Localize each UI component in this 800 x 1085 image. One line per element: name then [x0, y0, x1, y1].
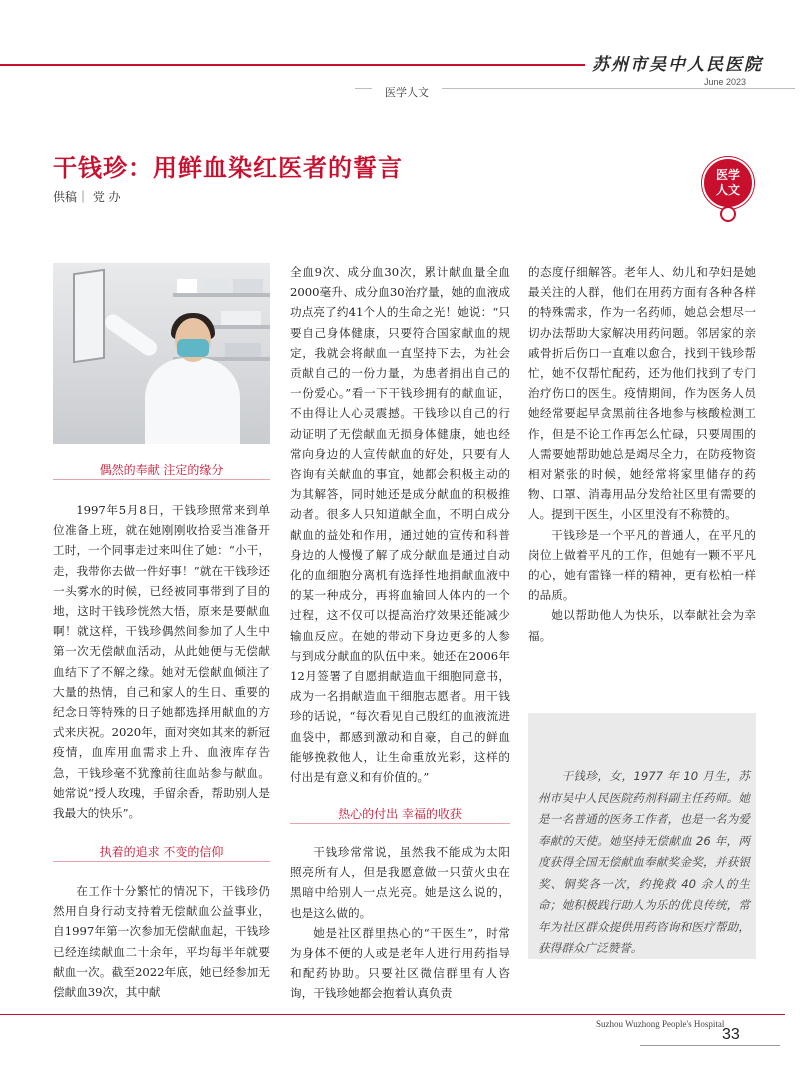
column-1-top [53, 500, 270, 823]
paragraph: 全血9次、成分血30次，累计献血量全血2000毫升、成分血30治疗量，她的血液成功点亮了约41个人的生命之光！她说：“只要自己身体健康，只要符合国家献血的规定，我就会将献血一直坚持下去，为社会贡献自己的一份力量，为患者捐出自己的一份爱心。”看一下干钱珍拥有的献血证，不由得让人心灵震撼。干钱珍以自己的行动证明了无偿献血无损身体健康，她也经常向身边的人宣传献血的好处，只要有人咨询有关献血的事宜，她都会积极主动的为其解答，同时她还是成分献血的积极推动者。很多人只知道献全血，不明白成分献血的益处和作用，通过她的宣传和科普身边的人慢慢了解了成分献血是通过自动化的血细胞分离机有选择性地捐献血液中的某一种成分，再将血输回人体内的一个过程，这不仅可以提高治疗效果还能减少输血反应。在她的带动下身边更多的人参与到成分献血的队伍中来。她还在2006年12月签署了自愿捐献造血干细胞同意书，成为一名捐献造血干细胞志愿者。用干钱珍的话说，“每次看见自己殷红的血液流进血袋中，都感到激动和自豪，自己的鲜血能够挽救他人，让生命重放光彩，这样的付出是有意义和有价值的。” [290, 265, 510, 785]
paragraph: 1997年5月8日，干钱珍照常来到单位准备上班，就在她刚刚收拾妥当准备开工时，一个同事走过来叫住了她：“小干，走，我带你去做一件好事！”就在干钱珍还一头雾水的时候，已经被同事带到了目的地，这时干钱珍恍然大悟，原来是要献血啊！就这样，干钱珍偶然间参加了人生中第一次无偿献血活动，从此她便与无偿献血结下了不解之缘。她对无偿献血倾注了大量的热情，自己和家人的生日、重要的纪念日等特殊的日子她都选择用献血的方式来庆祝。2020年，面对突如其来的新冠疫情，血库用血需求上升、血液库存告急，干钱珍毫不犹豫前往血站参与献血。她常说“授人玫瑰，手留余香，帮助别人是我最大的快乐”。 [53, 503, 270, 821]
column-2-top [290, 262, 510, 787]
photo-box [221, 311, 261, 325]
column-2-bottom [290, 842, 510, 1004]
photo-coat [145, 358, 240, 444]
pharmacist-photo [53, 263, 270, 444]
hospital-name: 苏州市吴中人民医院 [592, 55, 763, 75]
column-1-bottom [53, 881, 270, 1002]
subhead-rule [290, 823, 510, 824]
section-label: 医学人文 [372, 84, 442, 100]
paragraph: 干钱珍是一个平凡的普通人，在平凡的岗位上做着平凡的工作，但她有一颗不平凡的心，她有雷锋一样的精神，更有松柏一样的品质。 [528, 527, 756, 603]
photo-box [233, 279, 263, 293]
column-3 [528, 262, 756, 646]
subhead-rule [53, 861, 270, 862]
header-red-rule [0, 64, 585, 66]
section-badge [702, 157, 754, 209]
photo-monitor [73, 269, 105, 363]
photo-mask [177, 339, 209, 357]
footer-gray-rule [640, 1045, 780, 1046]
paragraph: 干钱珍常常说，虽然我不能成为太阳照亮所有人，但是我愿意做一只萤火虫在黑暗中给别人一点光亮。她是这么说的，也是这么做的。 [290, 845, 510, 920]
subhead-1 [53, 461, 270, 478]
photo-box [225, 343, 261, 357]
badge-line-2: 人文 [715, 183, 740, 197]
photo-box [177, 279, 197, 293]
subhead-rule [53, 479, 270, 480]
paragraph: 她以帮助他人为快乐，以奉献社会为幸福。 [528, 608, 756, 643]
subhead-1-text: 偶然的奉献 注定的缘分 [99, 463, 224, 477]
photo-arm [102, 311, 160, 359]
photo-shelf [173, 293, 270, 297]
article-title: 干钱珍：用鲜血染红医者的誓言 [53, 154, 403, 182]
footer-hospital-name: Suzhou Wuzhong People's Hospital [596, 1019, 725, 1029]
subhead-3-text: 热心的付出 幸福的收获 [338, 807, 462, 821]
subhead-2-text: 执着的追求 不变的信仰 [99, 845, 224, 859]
paragraph: 她是社区群里热心的“干医生”，时常为身体不便的人或是老年人进行用药指导和配药协助。只要社区微信群里有人咨询，干钱珍她都会抱着认真负责 [290, 925, 510, 1001]
page-number: 33 [722, 1026, 740, 1043]
badge-pin-icon [720, 206, 736, 222]
paragraph: 的态度仔细解答。老年人、幼儿和孕妇是她最关注的人群，他们在用药方面有各种各样的特殊需求，作为一名药师，她总会想尽一切办法帮助大家解决用药问题。邻居家的亲戚骨折后伤口一直难以愈合，找到干钱珍帮忙，她不仅帮忙配药，还为他们找到了专门治疗伤口的医生。疫情期间，作为医务人员她经常要起早贪黑前往各地参与核酸检测工作，但是不论工作再怎么忙碌，只要周围的人需要她帮助她总是竭尽全力，在防疫物资相对紧张的时候，她经常将家里储存的药物、口罩、消毒用品分发给社区里有需要的人。提到干医生，小区里没有不称赞的。 [528, 265, 756, 522]
issue-date: June 2023 [704, 77, 747, 87]
bio-text: 干钱珍，女，1977 年 10 月生，苏州市吴中人民医院药剂科副主任药师。她是一名普通的医务工作者，也是一名为爱奉献的天使。她坚持无偿献血 26 年，两度获得全国无偿献血奉献奖金奖，并获银奖、铜奖各一次，约挽救 40 余人的生命；她积极践行助人为乐的优良传统，常年为社区群众提供用药咨询和医疗帮助，获得群众广泛赞誉。 [538, 769, 750, 955]
subhead-3 [290, 805, 510, 822]
photo-box [203, 279, 227, 293]
subhead-2 [53, 843, 270, 860]
paragraph: 在工作十分繁忙的情况下，干钱珍仍然用自身行动支持着无偿献血公益事业，自1997年第一次参加无偿献血起，干钱珍已经连续献血二十余年，平均每半年就要献血一次。截至2022年底，她已经参加无偿献血39次，其中献 [53, 884, 270, 1000]
byline: 供稿｜ 党 办 [53, 190, 121, 204]
footer-red-rule [0, 1014, 785, 1015]
badge-line-1: 医学 [715, 168, 740, 182]
